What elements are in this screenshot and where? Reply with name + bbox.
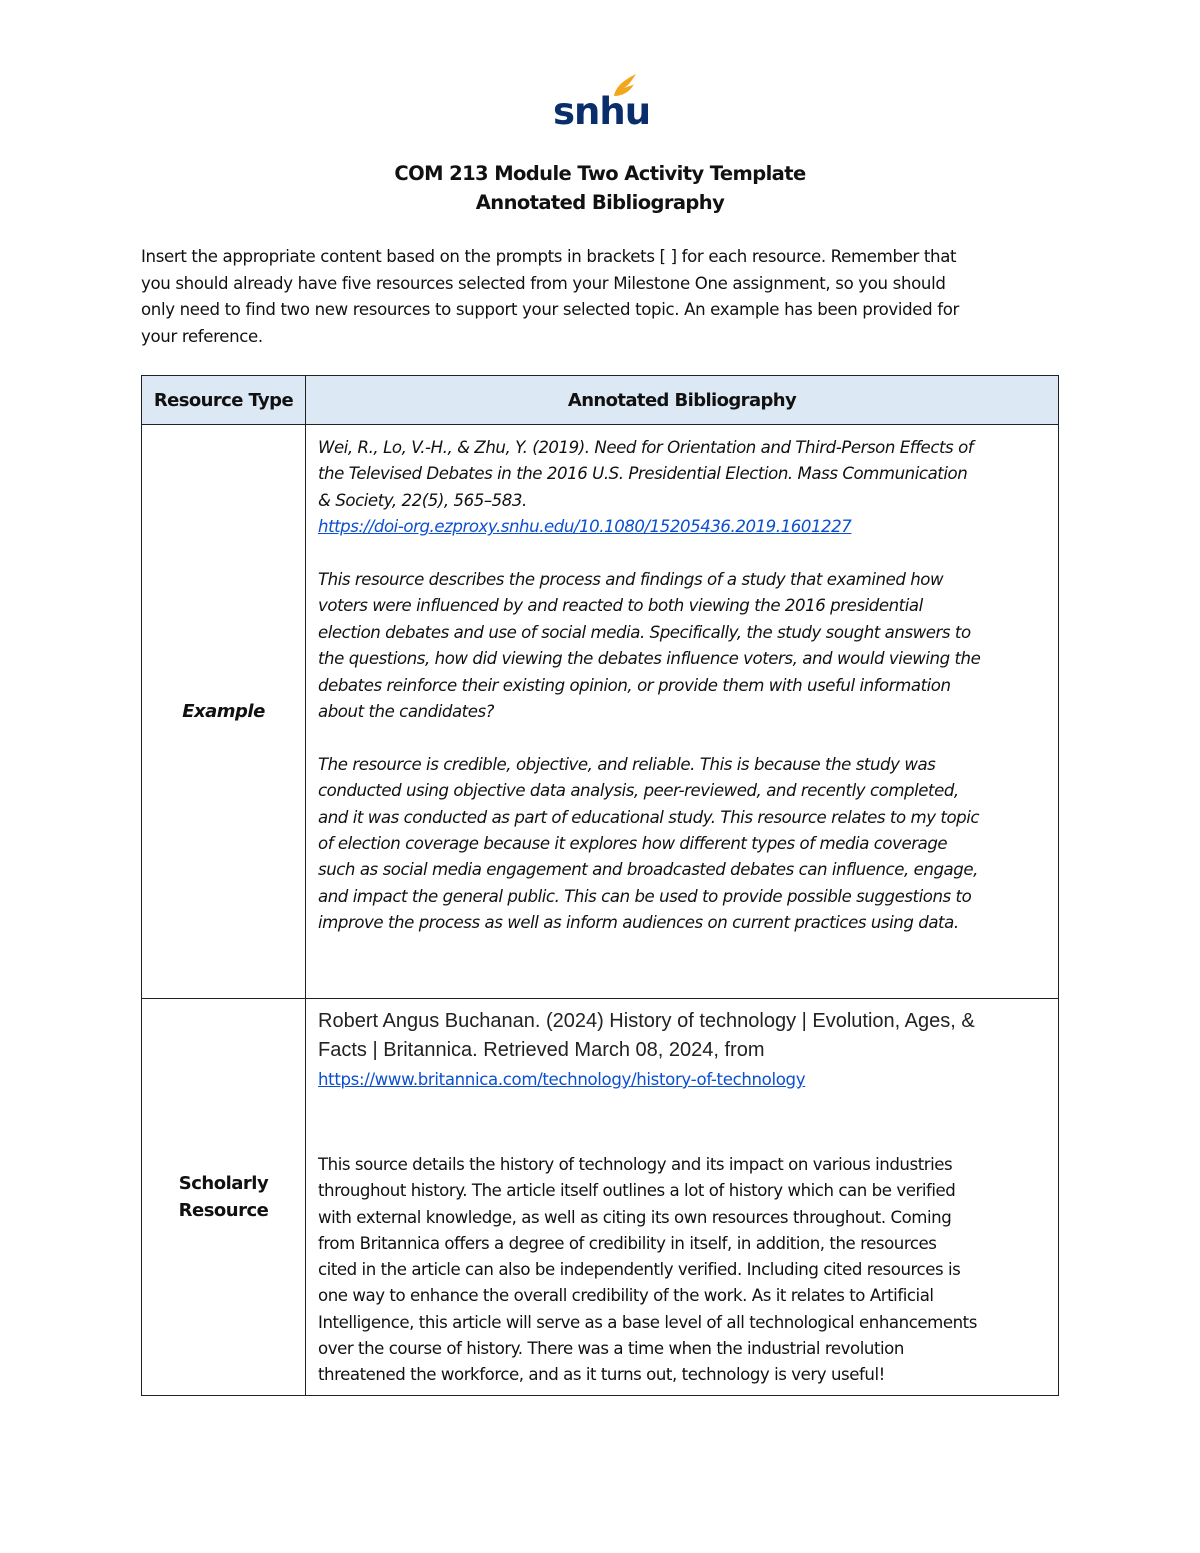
bibliography-table [141,375,1059,1396]
doi-link[interactable]: https://doi-org.ezproxy.snhu.edu/10.1080/15205436.2019.1601227 [318,517,852,537]
page-subtitle: Annotated Bibliography [475,191,725,214]
example-evaluation [318,752,1048,937]
description-line: voters were influenced by and reacted to both viewing the 2016 presidential [318,596,923,616]
summary-line: throughout history. The article itself outlines a lot of history which can be verified [318,1181,956,1201]
resource-type-example: Example [142,425,306,999]
annotation-scholarly [306,999,1059,1396]
scholarly-summary [318,1152,1048,1389]
summary-line: over the course of history. There was a time when the industrial revolution [318,1339,904,1359]
page-title: COM 213 Module Two Activity Template [394,162,806,185]
britannica-link[interactable]: https://www.britannica.com/technology/history-of-technology [318,1070,806,1089]
example-description [318,567,1048,725]
description-line: about the candidates? [318,702,495,722]
instructions-line: Insert the appropriate content based on the prompts in brackets [ ] for each resource. Remember that [141,247,957,266]
example-citation [318,435,1048,541]
instructions-line: your reference. [141,326,263,346]
instructions [141,244,1056,350]
description-line: election debates and use of social media. Specifically, the study sought answers to [318,622,971,642]
table-header-row [142,376,1059,425]
summary-line: threatened the workforce, and as it turns out, technology is very useful! [318,1365,885,1385]
summary-line: from Britannica offers a degree of credibility in itself, in addition, the resources [318,1233,937,1253]
evaluation-line: improve the process as well as inform audiences on current practices using data. [318,913,959,933]
snhu-logo [553,72,651,134]
example-entry [318,435,1048,937]
logo-wordmark: snhu [553,90,651,133]
instructions-line: only need to find two new resources to support your selected topic. An example has been provided for [141,300,960,319]
scholarly-citation [318,1007,1048,1094]
resource-type-scholarly [142,999,306,1396]
citation-line: & Society, 22(5), 565–583. [318,490,527,510]
summary-line: one way to enhance the overall credibility of the work. As it relates to Artificial [318,1286,934,1306]
resource-type-line: Resource [178,1200,269,1221]
summary-line: Intelligence, this article will serve as a base level of all technological enhancements [318,1312,977,1332]
header-annotated-bibliography: Annotated Bibliography [306,376,1059,425]
description-line: debates reinforce their existing opinion, or provide them with useful information [318,675,951,695]
summary-line: cited in the article can also be independently verified. Including cited resources is [318,1260,961,1280]
evaluation-line: such as social media engagement and broadcasted debates can influence, engage, [318,860,978,880]
evaluation-line: of election coverage because it explores how different types of media coverage [318,834,948,854]
citation-line: Facts | Britannica. Retrieved March 08, 2024, from [318,1039,765,1061]
page-header [0,159,1200,217]
evaluation-line: conducted using objective data analysis, peer-reviewed, and recently completed, [318,781,959,801]
table-row-example [142,425,1059,999]
annotation-example [306,425,1059,999]
citation-line: the Televised Debates in the 2016 U.S. Presidential Election. Mass Communication [318,464,968,484]
description-line: the questions, how did viewing the debates influence voters, and would viewing the [318,649,981,669]
summary-line: with external knowledge, as well as citing its own resources throughout. Coming [318,1207,952,1227]
description-line: This resource describes the process and findings of a study that examined how [318,570,944,590]
header-resource-type: Resource Type [142,376,306,425]
evaluation-line: The resource is credible, objective, and reliable. This is because the study was [318,754,936,774]
resource-type-line: Scholarly [178,1173,269,1194]
evaluation-line: and it was conducted as part of educational study. This resource relates to my topic [318,807,980,827]
table-row-scholarly [142,999,1059,1396]
instructions-line: you should already have five resources selected from your Milestone One assignment, so you should [141,273,946,293]
evaluation-line: and impact the general public. This can be used to provide possible suggestions to [318,886,972,906]
citation-line: Wei, R., Lo, V.-H., & Zhu, Y. (2019). Need for Orientation and Third-Person Effects of [318,438,974,457]
citation-line: Robert Angus Buchanan. (2024) History of technology | Evolution, Ages, & [318,1010,975,1032]
summary-line: This source details the history of technology and its impact on various industries [318,1155,953,1174]
